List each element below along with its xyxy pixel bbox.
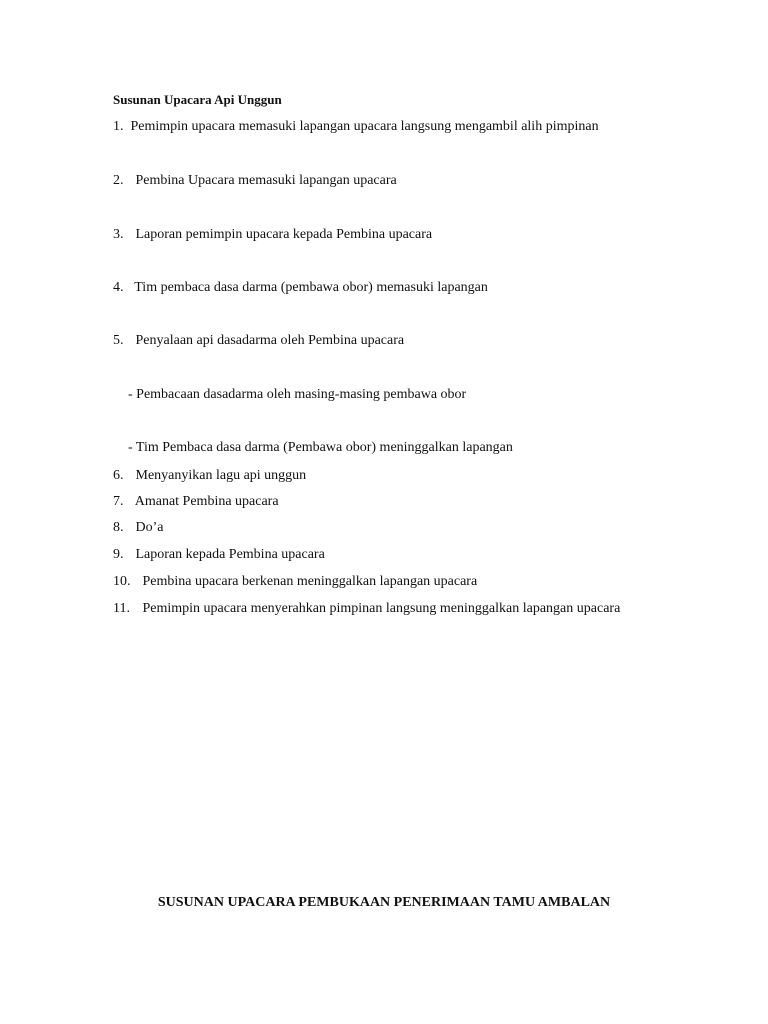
list-item — [113, 519, 164, 537]
list-item-text: Tim pembaca dasa darma (pembawa obor) memasuki lapangan — [134, 280, 488, 295]
list-item — [113, 332, 404, 350]
list-item-text: Laporan kepada Pembina upacara — [135, 547, 325, 562]
list-item-number: 7. — [113, 494, 124, 509]
list-item-number: 1. — [113, 119, 124, 134]
list-item-number: 2. — [113, 173, 124, 188]
list-item-number: 4. — [113, 280, 124, 295]
list-item-text: Do’a — [135, 520, 164, 535]
list-item — [113, 279, 488, 297]
list-item-text: Pembina Upacara memasuki lapangan upacara — [135, 173, 397, 188]
list-item — [113, 546, 325, 564]
list-item-number: 11. — [113, 601, 130, 616]
list-item — [113, 467, 306, 485]
list-item-text: Pemimpin upacara menyerahkan pimpinan langsung meninggalkan lapangan upacara — [142, 601, 621, 616]
list-item — [113, 600, 620, 618]
list-item-number: 3. — [113, 227, 124, 242]
sub-item: - Tim Pembaca dasa darma (Pembawa obor) meninggalkan lapangan — [128, 440, 513, 455]
sub-item: - Pembacaan dasadarma oleh masing-masing pembawa obor — [128, 387, 467, 402]
list-item — [113, 226, 432, 244]
list-item — [113, 573, 477, 591]
document-title: Susunan Upacara Api Unggun — [113, 92, 282, 107]
list-item-text: Pemimpin upacara memasuki lapangan upacara langsung mengambil alih pimpinan — [130, 119, 599, 134]
list-item-number: 5. — [113, 333, 124, 348]
list-item-text: Laporan pemimpin upacara kepada Pembina upacara — [135, 227, 433, 242]
list-item-number: 9. — [113, 547, 124, 562]
list-item — [113, 493, 279, 511]
list-item-text: Menyanyikan lagu api unggun — [135, 468, 307, 483]
list-item-text: Amanat Pembina upacara — [134, 494, 279, 509]
list-item-text: Penyalaan api dasadarma oleh Pembina upacara — [135, 333, 405, 348]
list-item — [113, 118, 599, 136]
list-item-number: 10. — [113, 574, 131, 589]
list-item-number: 8. — [113, 520, 124, 535]
list-item — [113, 172, 397, 190]
list-item-text: Pembina upacara berkenan meninggalkan lapangan upacara — [142, 574, 478, 589]
list-item-number: 6. — [113, 468, 124, 483]
section-title: SUSUNAN UPACARA PEMBUKAAN PENERIMAAN TAMU AMBALAN — [157, 895, 611, 910]
